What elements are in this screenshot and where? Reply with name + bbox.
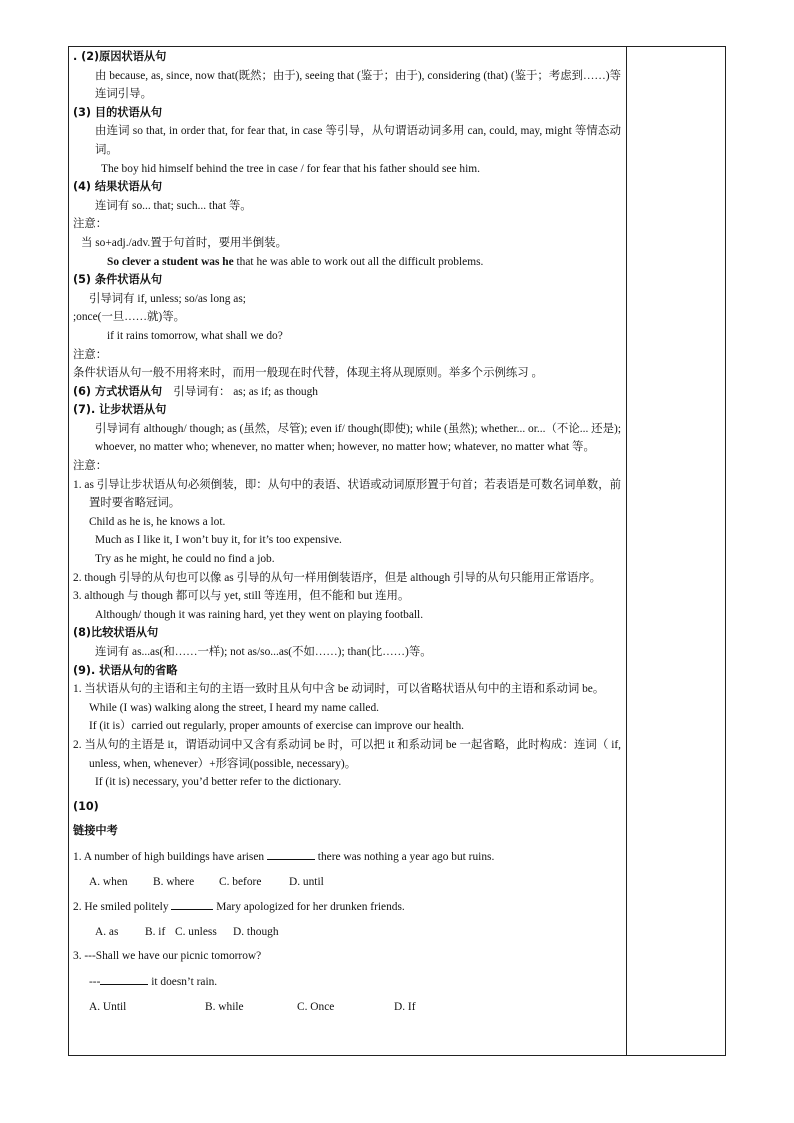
concession-clause-desc: 引导词有 although/ though; as (虽然，尽管); even if/ though(即使); while (虽然); whether... or...（不论... 还是); whoever, no matter who; whenever, no matter when; however, no matter how; whatever, no matter what 等。 [95,422,621,454]
result-example-bold: So clever a student was he [107,255,234,268]
concession-note-1: 1. as 引导让步状语从句必须倒装，即：从句中的表语、状语或动词原形置于句首；若表语是可数名词单数，前置时要省略冠词。 [73,478,621,510]
purpose-clause-desc: 由连词 so that, in order that, for fear that, in case 等引导，从句谓语动词多用 can, could, may, might 等情态动词。 [95,125,621,156]
question-1-option-b[interactable]: B. where [153,875,195,888]
result-clause-title: (4) 结果状语从句 [73,180,163,194]
result-clause-desc: 连词有 so... that; such... that 等。 [95,199,252,212]
note-label: 注意： [73,218,108,231]
column-divider [626,46,627,1056]
concession-example-1: Child as he is, he knows a lot. [89,515,226,528]
omission-example-1: While (I was) walking along the street, I heard my name called. [89,701,380,714]
question-2-option-a[interactable]: A. as [95,925,119,938]
purpose-example: The boy hid himself behind the tree in case / for fear that his father should see him. [101,162,480,175]
condition-example: if it rains tomorrow, what shall we do? [107,329,283,342]
condition-clause-title: (5) 条件状语从句 [73,273,163,287]
question-1-option-c[interactable]: C. before [219,875,262,888]
item-10: (10) [73,799,99,813]
omission-example-3: If (it is) necessary, you’d better refer to the dictionary. [95,776,342,789]
manner-clause-title: (6) 方式状语从句 [73,384,163,398]
question-2-option-d[interactable]: D. though [233,925,279,938]
omission-title: (9). 状语从句的省略 [73,663,178,677]
question-2-option-b[interactable]: B. if [145,925,166,938]
condition-desc-2: ;once(一旦……就)等。 [73,311,185,324]
concession-example-2: Much as I like it, I won’t buy it, for it’s too expensive. [95,534,342,547]
comparison-clause-title: (8)比较状语从句 [73,626,159,640]
link-exam-title: 链接中考 [73,824,118,838]
condition-desc-1: 引导词有 if, unless; so/as long as; [89,292,246,305]
cause-clause-title: . (2)原因状语从句 [73,50,167,63]
concession-example-4: Although/ though it was raining hard, yet they went on playing football. [95,608,424,621]
main-content-cell [73,48,621,1016]
concession-example-3: Try as he might, he could no find a job. [95,553,275,566]
question-1-stem [73,847,621,867]
question-3-option-a[interactable]: A. Until [89,1000,127,1013]
question-1-options [73,873,621,892]
comparison-clause-desc: 连词有 as...as(和……一样); not as/so...as(不如……); than(比……)等。 [95,646,432,658]
question-2-blank[interactable] [171,897,213,910]
concession-note-3: 3. although 与 though 都可以与 yet, still 等连用，但不能和 but 连用。 [73,590,410,603]
result-note: 当 so+adj./adv.置于句首时，要用半倒装。 [81,236,287,249]
cause-clause-desc: 由 because, as, since, now that(既然；由于), seeing that (鉴于；由于), considering (that) (鉴于；考虑到……)等连词引导。 [95,69,621,101]
question-3-dashes: --- [89,975,101,988]
omission-note-2: 2. 当从句的主语是 it，谓语动词中又含有系动词 be 时，可以把 it 和系动词 be 一起省略，此时构成：连词（ if, unless, when, whenever）+形容词(possible, necessary)。 [73,738,621,770]
result-example-rest: that he was able to work out all the difficult problems. [233,255,484,268]
question-2-option-c[interactable]: C. unless [175,925,217,938]
question-3-line-2 [73,972,621,992]
note-label: 注意： [73,348,108,361]
question-2-options [73,923,621,942]
question-3-stem: 3. ---Shall we have our picnic tomorrow? [73,950,262,963]
concession-note-2: 2. though 引导的从句也可以像 as 引导的从句一样用倒装语序，但是 although 引导的从句只能用正常语序。 [73,571,602,584]
omission-example-2: If (it is）carried out regularly, proper amounts of exercise can improve our health. [89,720,465,733]
manner-clause-line [73,383,621,402]
question-3-option-d[interactable]: D. If [394,1000,416,1013]
question-3-blank[interactable] [100,972,148,985]
concession-clause-title: (7). 让步状语从句 [73,403,167,417]
manner-clause-desc: 引导词有： as; as if; as though [173,385,319,398]
question-1-blank[interactable] [267,847,315,860]
question-1-option-d[interactable]: D. until [289,875,324,888]
omission-note-1: 1. 当状语从句的主语和主句的主语一致时且从句中含 be 动词时，可以省略状语从句中的主语和系动词 be。 [73,683,605,696]
question-1-option-a[interactable]: A. when [89,875,128,888]
question-3-options [73,998,621,1017]
question-3-option-b[interactable]: B. while [205,1000,244,1013]
purpose-clause-title: (3) 目的状语从句 [73,105,163,119]
question-2-stem-b: Mary apologized for her drunken friends. [213,901,405,914]
result-example [73,253,621,272]
question-1-stem-b: there was nothing a year ago but ruins. [314,850,495,863]
question-1-stem-a: 1. A number of high buildings have arisen [73,850,267,863]
question-2-stem [73,897,621,917]
question-3-option-c[interactable]: C. Once [297,1000,335,1013]
note-label: 注意： [73,460,108,473]
question-2-stem-a: 2. He smiled politely [73,901,172,914]
question-3-stem-b: it doesn’t rain. [148,975,218,988]
condition-note: 条件状语从句一般不用将来时，而用一般现在时代替，体现主将从现原则。举多个示例练习 。 [73,367,543,380]
